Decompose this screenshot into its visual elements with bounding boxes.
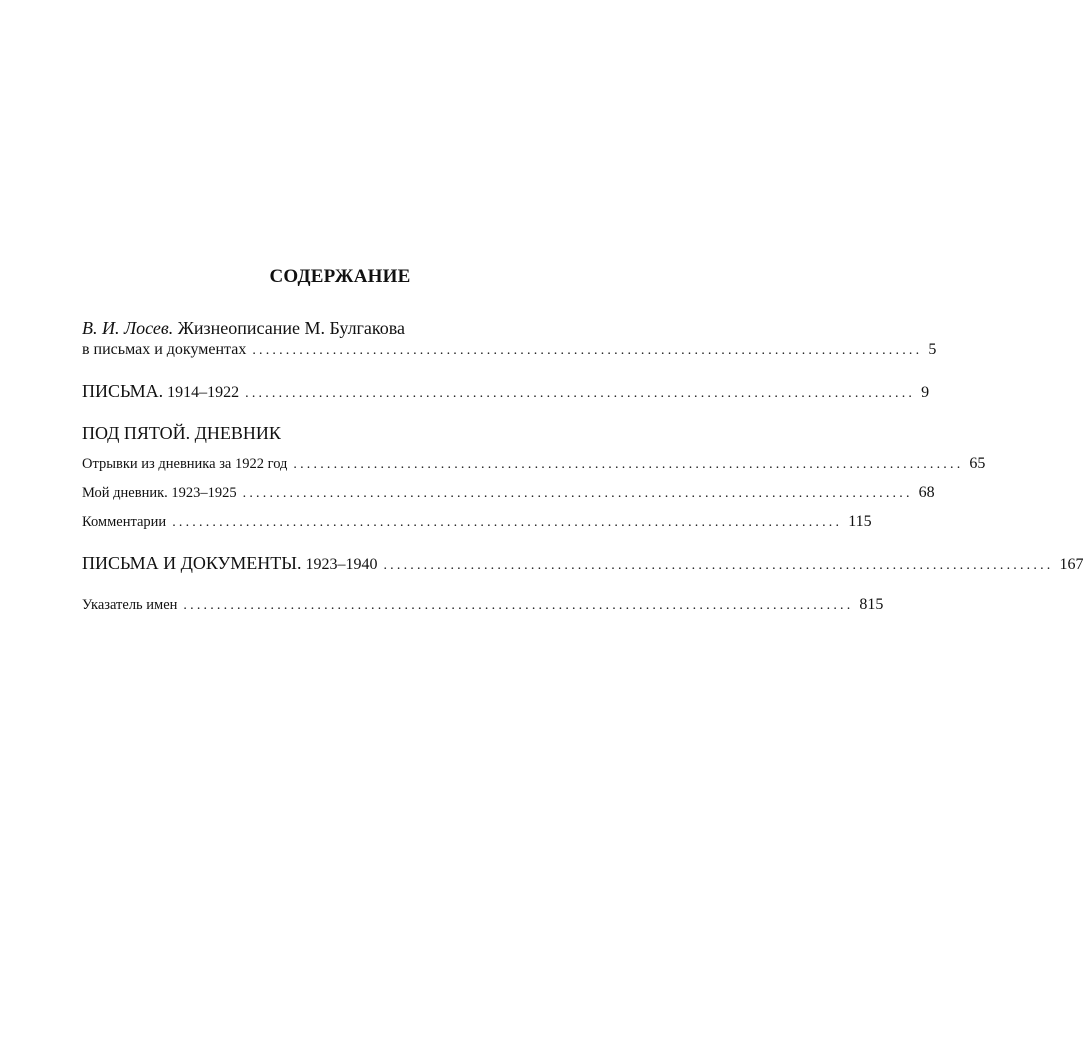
- toc-title: СОДЕРЖАНИЕ: [269, 266, 411, 287]
- dot-leader: ....................................................................................................: [172, 515, 843, 530]
- page-number: 815: [859, 596, 884, 613]
- toc-subentry: [82, 484, 935, 502]
- toc-entry-index: [82, 596, 884, 614]
- toc-subentry: [82, 513, 872, 531]
- entry-title-line2: в письмах и документах: [82, 341, 247, 358]
- entry-main: ПИСЬМА И ДОКУМЕНТЫ.: [82, 553, 302, 573]
- entry-label: Комментарии: [82, 514, 167, 530]
- toc-subentry: [82, 455, 986, 473]
- dot-leader: ....................................................................................................: [293, 457, 964, 472]
- dot-leader: ....................................................................................................: [242, 486, 913, 501]
- toc-entry-letters-1914: [82, 381, 930, 402]
- dot-leader: ....................................................................................................: [383, 558, 1054, 573]
- dot-leader: ....................................................................................................: [183, 598, 854, 613]
- page-number: 115: [848, 513, 872, 530]
- entry-years: 1914–1922: [167, 384, 240, 401]
- page-number: 68: [918, 484, 935, 501]
- section-heading-diary: ПОД ПЯТОЙ. ДНЕВНИК: [82, 423, 281, 443]
- dot-leader: ....................................................................................................: [252, 343, 923, 358]
- toc-entry-letters-documents: [82, 553, 1083, 574]
- toc-entry-losev: [82, 317, 937, 362]
- entry-main: ПИСЬМА.: [82, 381, 164, 401]
- entry-label: Указатель имен: [82, 597, 178, 613]
- entry-title-line1: Жизнеописание М. Булгакова: [177, 318, 405, 338]
- entry-label: Отрывки из дневника за 1922 год: [82, 456, 288, 472]
- page-number: 167: [1059, 556, 1083, 573]
- entry-author: В. И. Лосев.: [82, 318, 174, 338]
- page-number: 65: [969, 455, 986, 472]
- entry-years: 1923–1940: [305, 556, 378, 573]
- entry-label: Мой дневник. 1923–1925: [82, 485, 237, 501]
- dot-leader: ....................................................................................................: [245, 386, 916, 401]
- page-number: 5: [928, 341, 937, 358]
- page-number: 9: [921, 384, 930, 401]
